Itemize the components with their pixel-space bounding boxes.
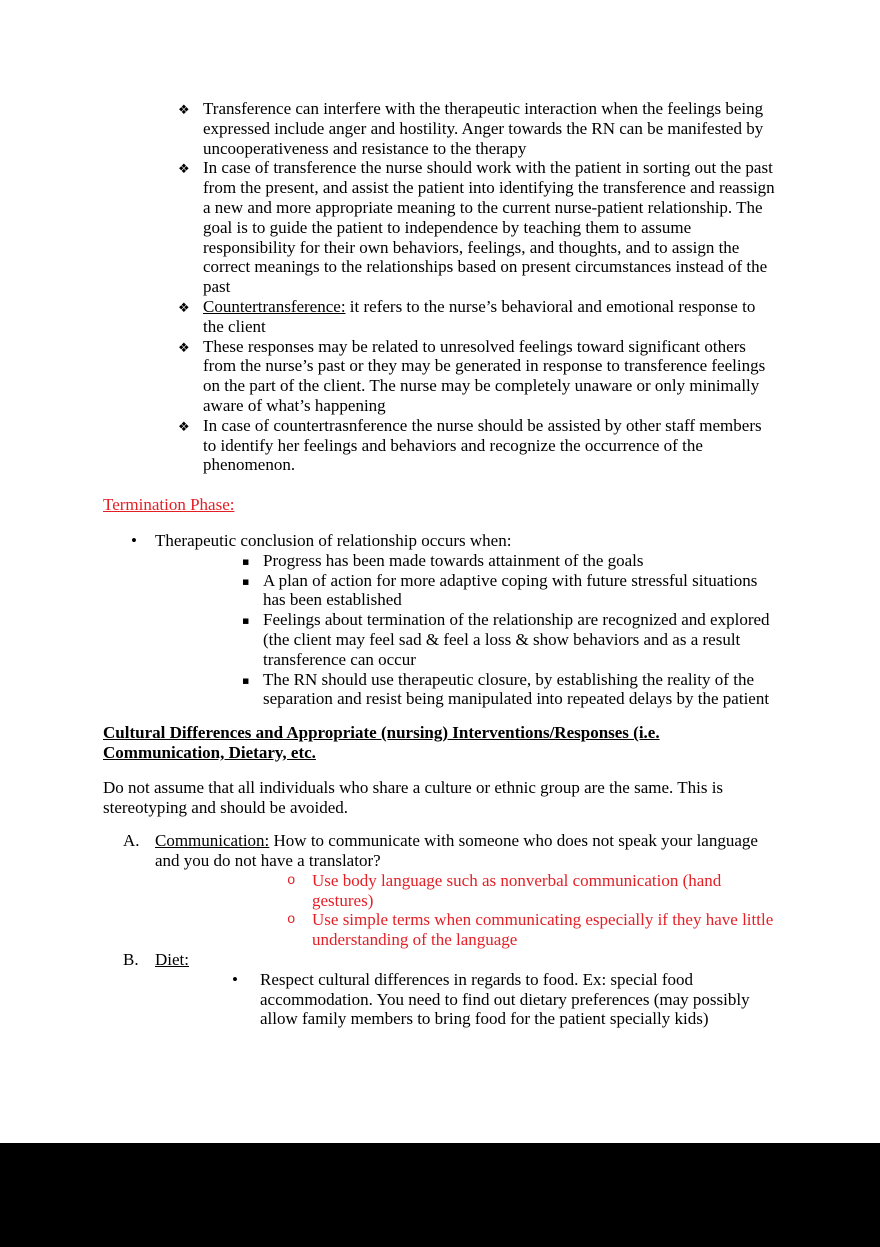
circle-bullet-icon: o <box>287 872 296 889</box>
list-item-text: Therapeutic conclusion of relationship occurs when: <box>155 530 512 550</box>
list-item <box>103 337 777 416</box>
square-bullet-icon: ▪ <box>242 614 250 628</box>
circle-bullet-icon: o <box>287 912 296 929</box>
section-heading-cultural <box>103 723 777 763</box>
diamond-bullet-icon: ❖ <box>178 340 190 356</box>
diamond-bullet-icon: ❖ <box>178 300 190 316</box>
list-item <box>103 158 777 297</box>
list-item <box>103 610 777 669</box>
section-heading-cultural-line2: Communication, Dietary, etc. <box>103 742 316 762</box>
communication-sub-list <box>155 871 777 950</box>
list-item <box>103 416 777 475</box>
list-item <box>103 670 777 710</box>
diamond-bullet-icon: ❖ <box>178 103 190 118</box>
section-heading-termination-text: Termination Phase: <box>103 495 235 515</box>
diet-sub-list <box>155 970 777 1029</box>
termination-bullet-list <box>103 531 777 709</box>
list-item-text: A plan of action for more adaptive coping with future stressful situations has been established <box>263 570 758 610</box>
list-item <box>103 531 777 551</box>
list-item-text: Use body language such as nonverbal communication (hand gestures) <box>312 870 722 910</box>
list-item-text: How to communicate with someone who does not speak your language and you do not have a translator? <box>155 831 758 871</box>
paragraph: Do not assume that all individuals who share a culture or ethnic group are the same. This is stereotyping and should be avoided. <box>103 777 724 817</box>
list-item-text: These responses may be related to unresolved feelings toward significant others from the nurse’s past or they may be generated in response to transference feelings on the part of the client. The nurse may be completely unaware or only minimally aware of what’s happening <box>203 336 766 415</box>
list-item-text: In case of countertrasnference the nurse should be assisted by other staff members to identify her feelings and behaviors and recognize the occurrence of the phenomenon. <box>203 415 762 475</box>
dot-bullet-icon: • <box>131 530 137 550</box>
list-item-diet <box>103 950 777 1029</box>
list-item-text: In case of transference the nurse should work with the patient in sorting out the past from the present, and assist the patient into identifying the transference and reassign a new and more appropriate meaning to the current nurse-patient relationship. The goal is to guide the patient to independence by teaching them to assume responsibility for their own behaviors, feelings, and thoughts, and to assign the correct meanings to the relationships based on present circumstances instead of the past <box>203 158 775 297</box>
square-bullet-icon: ▪ <box>242 673 250 687</box>
list-item-text: it refers to the nurse’s behavioral and emotional response to the client <box>203 296 756 336</box>
list-item <box>155 910 777 950</box>
list-marker: A. <box>123 831 140 851</box>
list-item-term: Countertransference: <box>203 296 346 316</box>
list-item <box>103 297 777 337</box>
list-item-term: Communication: <box>155 831 270 851</box>
list-item-communication <box>103 831 777 950</box>
bottom-letterbox-bar <box>0 1143 880 1247</box>
list-item-term: Diet: <box>155 950 189 970</box>
list-marker: B. <box>123 950 139 970</box>
section-heading-cultural-line1: Cultural Differences and Appropriate (nursing) Interventions/Responses (i.e. <box>103 723 660 743</box>
diamond-bullet-icon: ❖ <box>178 419 190 435</box>
list-item-text: Respect cultural differences in regards to food. Ex: special food accommodation. You need to find out dietary preferences (may possibly allow family members to bring food for the patient specially kids) <box>260 969 750 1029</box>
list-item <box>103 551 777 571</box>
list-item <box>103 99 777 158</box>
list-item <box>155 871 777 911</box>
list-item <box>155 970 777 1029</box>
list-item-text: Feelings about termination of the relationship are recognized and explored (the client may feel sad & feel a loss & show behaviors and as a result transference can occur <box>263 610 770 669</box>
list-item <box>103 571 777 611</box>
section-heading-termination <box>103 495 777 515</box>
list-item-text: Progress has been made towards attainment of the goals <box>263 550 644 570</box>
dot-bullet-icon: • <box>232 969 238 989</box>
square-bullet-icon: ▪ <box>242 574 250 588</box>
list-item-text: The RN should use therapeutic closure, by establishing the reality of the separation and resist being manipulated into repeated delays by the patient <box>263 669 770 709</box>
list-item-text: Transference can interfere with the therapeutic interaction when the feelings being expressed include anger and hostility. Anger towards the RN can be manifested by uncooperativeness and resistance to the therapy <box>203 99 764 158</box>
transference-bullet-list <box>103 99 777 475</box>
square-bullet-icon: ▪ <box>242 554 250 568</box>
diamond-bullet-icon: ❖ <box>178 162 190 178</box>
list-item-text: Use simple terms when communicating especially if they have little understanding of the language <box>312 910 774 950</box>
lettered-list <box>103 831 777 1029</box>
document-content <box>103 99 777 1029</box>
